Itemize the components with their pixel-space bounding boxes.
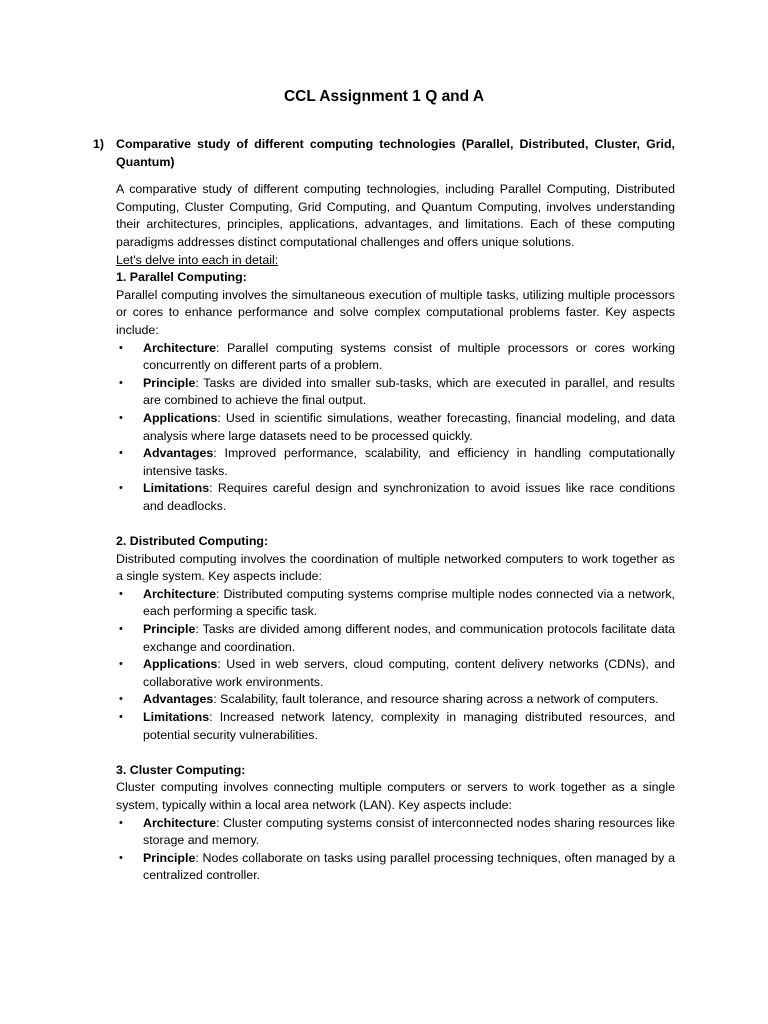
aspect-term: Applications: [143, 410, 218, 425]
list-item: [116, 410, 675, 445]
aspect-text: : Tasks are divided into smaller sub-tasks, which are executed in parallel, and results are combined to achieve the final output.: [143, 375, 675, 408]
bullet-icon: •: [119, 658, 123, 671]
section-description-distributed: Distributed computing involves the coordination of multiple networked computers to work together as a single system. Key aspects include:: [116, 551, 675, 584]
aspect-term: Advantages: [143, 446, 214, 461]
list-item: [116, 621, 675, 656]
document-body: [93, 136, 675, 885]
aspect-text: : Used in web servers, cloud computing, content delivery networks (CDNs), and collaborative work environments.: [143, 657, 675, 689]
section-description-cluster: Cluster computing involves connecting multiple computers or servers to work together as a single system, typically within a local area network (LAN). Key aspects include:: [116, 780, 675, 812]
list-item: [116, 850, 675, 885]
bullet-icon: •: [119, 693, 123, 706]
aspect-term: Architecture: [143, 586, 216, 601]
aspect-term: Architecture: [143, 340, 216, 355]
aspect-text: : Requires careful design and synchronization to avoid issues like race conditions and deadlocks.: [143, 481, 675, 513]
list-item: [116, 340, 675, 375]
bullet-icon: •: [119, 816, 123, 829]
aspect-term: Limitations: [143, 481, 210, 496]
aspect-text: : Increased network latency, complexity in managing distributed resources, and potential security vulnerabilities.: [143, 710, 675, 742]
aspect-term: Limitations: [143, 710, 210, 724]
question-number: 1): [93, 137, 105, 151]
aspect-text: : Parallel computing systems consist of multiple processors or cores working concurrently on different parts of a problem.: [143, 340, 675, 373]
aspect-text: : Improved performance, scalability, and efficiency in handling computationally intensive tasks.: [143, 446, 675, 478]
aspect-term: Principle: [143, 622, 196, 637]
aspect-term: Architecture: [143, 815, 216, 830]
bullet-icon: •: [119, 482, 123, 495]
delve-line: Let's delve into each in detail:: [116, 252, 279, 267]
list-item: [116, 445, 675, 480]
bullet-icon: •: [119, 851, 123, 864]
bullet-icon: •: [119, 447, 123, 460]
section-heading-parallel: 1. Parallel Computing:: [116, 270, 247, 285]
aspect-text: : Nodes collaborate on tasks using parallel processing techniques, often managed by a centralized controller.: [143, 850, 675, 883]
question-1: [93, 136, 675, 171]
spacer: [116, 744, 675, 762]
list-item: [116, 586, 675, 621]
intro-paragraph: A comparative study of different computing technologies, including Parallel Computing, Distributed Computing, Cluster Computing, Grid Computing, and Quantum Computing, involves understanding their architectures, principles, applications, advantages, and limitations. Each of these computing paradigms addresses distinct computational challenges and offers unique solutions.: [116, 182, 675, 249]
aspect-list-distributed: [116, 586, 675, 744]
list-item: [116, 480, 675, 515]
list-item: [116, 709, 675, 744]
list-item: [116, 815, 675, 850]
aspect-term: Applications: [143, 657, 218, 672]
aspect-term: Principle: [143, 375, 196, 390]
aspect-text: : Scalability, fault tolerance, and resource sharing across a network of computers.: [213, 692, 659, 707]
aspect-text: : Used in scientific simulations, weather forecasting, financial modeling, and data analysis where large datasets need to be processed quickly.: [143, 410, 675, 443]
bullet-icon: •: [119, 623, 123, 636]
bullet-icon: •: [119, 587, 123, 600]
aspect-text: : Cluster computing systems consist of interconnected nodes sharing resources like storage and memory.: [143, 815, 675, 848]
section-heading-distributed: 2. Distributed Computing:: [116, 534, 269, 549]
list-item: [116, 656, 675, 691]
aspect-text: : Distributed computing systems comprise multiple nodes connected via a network, each performing a specific task.: [143, 586, 675, 619]
aspect-list-cluster: [116, 815, 675, 885]
aspect-term: Advantages: [143, 692, 214, 707]
aspect-list-parallel: [116, 340, 675, 516]
list-item: [116, 691, 675, 709]
section-description-parallel: Parallel computing involves the simultaneous execution of multiple tasks, utilizing multiple processors or cores to enhance performance and solve complex computational problems faster. Key aspects include:: [116, 287, 675, 337]
question-text: Comparative study of different computing technologies (Parallel, Distributed, Cluster, Grid, Quantum): [116, 137, 675, 169]
bullet-icon: •: [119, 376, 123, 389]
bullet-icon: •: [119, 711, 123, 723]
bullet-icon: •: [119, 411, 123, 424]
spacer: [116, 515, 675, 533]
list-item: [116, 375, 675, 410]
document-title: CCL Assignment 1 Q and A: [283, 88, 485, 105]
aspect-term: Principle: [143, 850, 196, 865]
aspect-text: : Tasks are divided among different nodes, and communication protocols facilitate data exchange and coordination.: [143, 622, 675, 654]
bullet-icon: •: [119, 341, 123, 354]
section-heading-cluster: 3. Cluster Computing:: [116, 762, 246, 777]
